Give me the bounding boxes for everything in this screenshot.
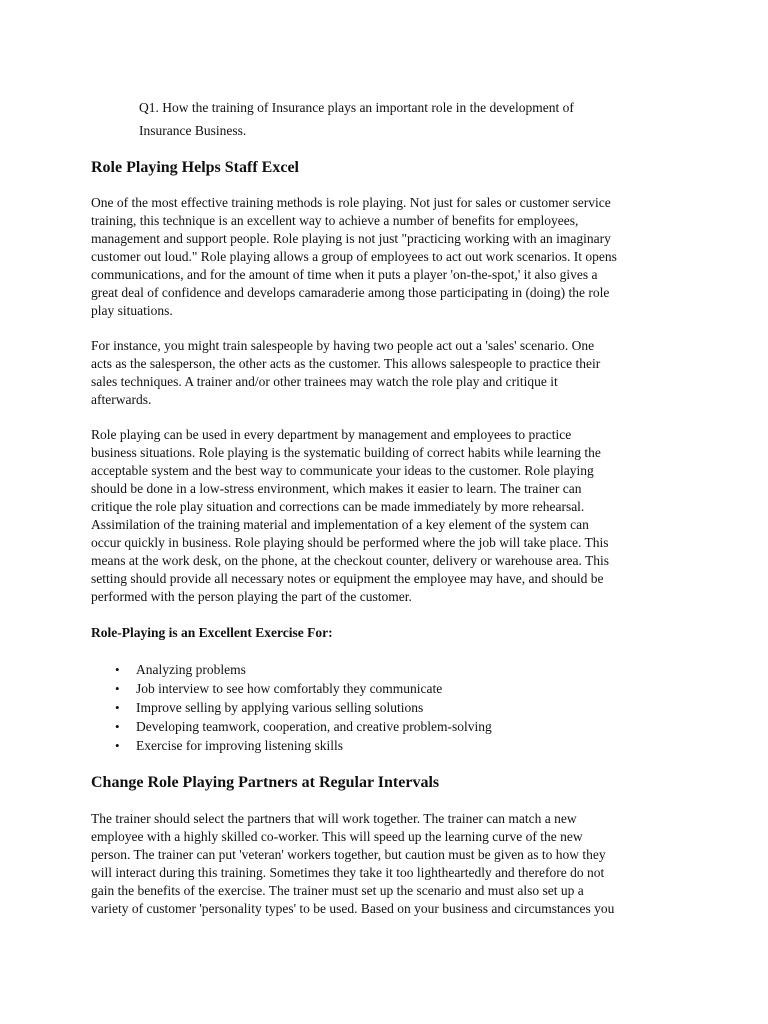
section-heading-change-partners: Change Role Playing Partners at Regular Intervals: [91, 774, 440, 791]
text-line: business situations. Role playing is the systematic building of correct habits while learning the: [91, 445, 601, 460]
text-line: person. The trainer can put 'veteran' workers together, but caution must be given as to how they: [91, 847, 606, 862]
text-line: gain the benefits of the exercise. The trainer must set up the scenario and must also set up a: [91, 883, 584, 898]
question-line: Insurance Business.: [139, 123, 247, 138]
text-line: performed with the person playing the part of the customer.: [91, 589, 412, 604]
text-line: customer out loud." Role playing allows a group of employees to act out work scenarios. It opens: [91, 249, 617, 264]
question-line: Q1. How the training of Insurance plays an important role in the development of: [139, 100, 574, 115]
text-line: employee with a highly skilled co-worker. This will speed up the learning curve of the new: [91, 829, 583, 844]
list-item-text: Exercise for improving listening skills: [136, 738, 343, 753]
section-heading-role-playing: Role Playing Helps Staff Excel: [91, 159, 299, 176]
bullet-icon: •: [115, 719, 120, 734]
text-line: Role playing can be used in every department by management and employees to practice: [91, 427, 572, 442]
text-line: means at the work desk, on the phone, at the checkout counter, delivery or warehouse area. This: [91, 553, 610, 568]
exercise-list: [91, 660, 492, 755]
text-line: setting should provide all necessary notes or equipment the employee may have, and should be: [91, 571, 604, 586]
text-line: acts as the salesperson, the other acts as the customer. This allows salespeople to practice their: [91, 356, 601, 371]
bullet-icon: •: [115, 700, 120, 715]
list-item: [91, 679, 492, 698]
text-line: communications, and for the amount of time when it puts a player 'on-the-spot,' it also gives a: [91, 267, 598, 282]
paragraph-instance: [91, 337, 691, 409]
text-line: critique the role play situation and corrections can be made immediately by more rehearsal.: [91, 499, 585, 514]
text-line: One of the most effective training methods is role playing. Not just for sales or customer service: [91, 195, 611, 210]
paragraph-department: [91, 426, 691, 606]
exercise-heading: Role-Playing is an Excellent Exercise For:: [91, 625, 333, 640]
text-line: training, this technique is an excellent way to achieve a number of benefits for employees,: [91, 213, 579, 228]
list-item-text: Job interview to see how comfortably they communicate: [136, 681, 443, 696]
list-item: [91, 698, 492, 717]
text-line: Assimilation of the training material and implementation of a key element of the system can: [91, 517, 589, 532]
list-item: [91, 660, 492, 679]
question-text: [139, 96, 699, 142]
text-line: acceptable system and the best way to communicate your ideas to the customer. Role playing: [91, 463, 594, 478]
list-item-text: Analyzing problems: [136, 662, 246, 677]
text-line: will interact during this training. Sometimes they take it too lightheartedly and therefore do not: [91, 865, 605, 880]
text-line: For instance, you might train salespeople by having two people act out a 'sales' scenario. One: [91, 338, 595, 353]
bullet-icon: •: [115, 662, 120, 677]
list-item-text: Developing teamwork, cooperation, and creative problem-solving: [136, 719, 492, 734]
paragraph-partners: [91, 810, 691, 918]
paragraph-intro: [91, 194, 691, 320]
text-line: play situations.: [91, 303, 173, 318]
text-line: sales techniques. A trainer and/or other trainees may watch the role play and critique it: [91, 374, 558, 389]
bullet-icon: •: [115, 738, 120, 753]
text-line: variety of customer 'personality types' to be used. Based on your business and circumstances you: [91, 901, 615, 916]
text-line: afterwards.: [91, 392, 152, 407]
text-line: great deal of confidence and develops camaraderie among those participating in (doing) the role: [91, 285, 610, 300]
text-line: management and support people. Role playing is not just "practicing working with an imaginary: [91, 231, 611, 246]
list-item-text: Improve selling by applying various selling solutions: [136, 700, 424, 715]
bullet-icon: •: [115, 681, 120, 696]
list-item: [91, 717, 492, 736]
text-line: occur quickly in business. Role playing should be performed where the job will take place. This: [91, 535, 609, 550]
text-line: The trainer should select the partners that will work together. The trainer can match a new: [91, 811, 577, 826]
text-line: should be done in a low-stress environment, which makes it easier to learn. The trainer can: [91, 481, 582, 496]
list-item: [91, 736, 492, 755]
